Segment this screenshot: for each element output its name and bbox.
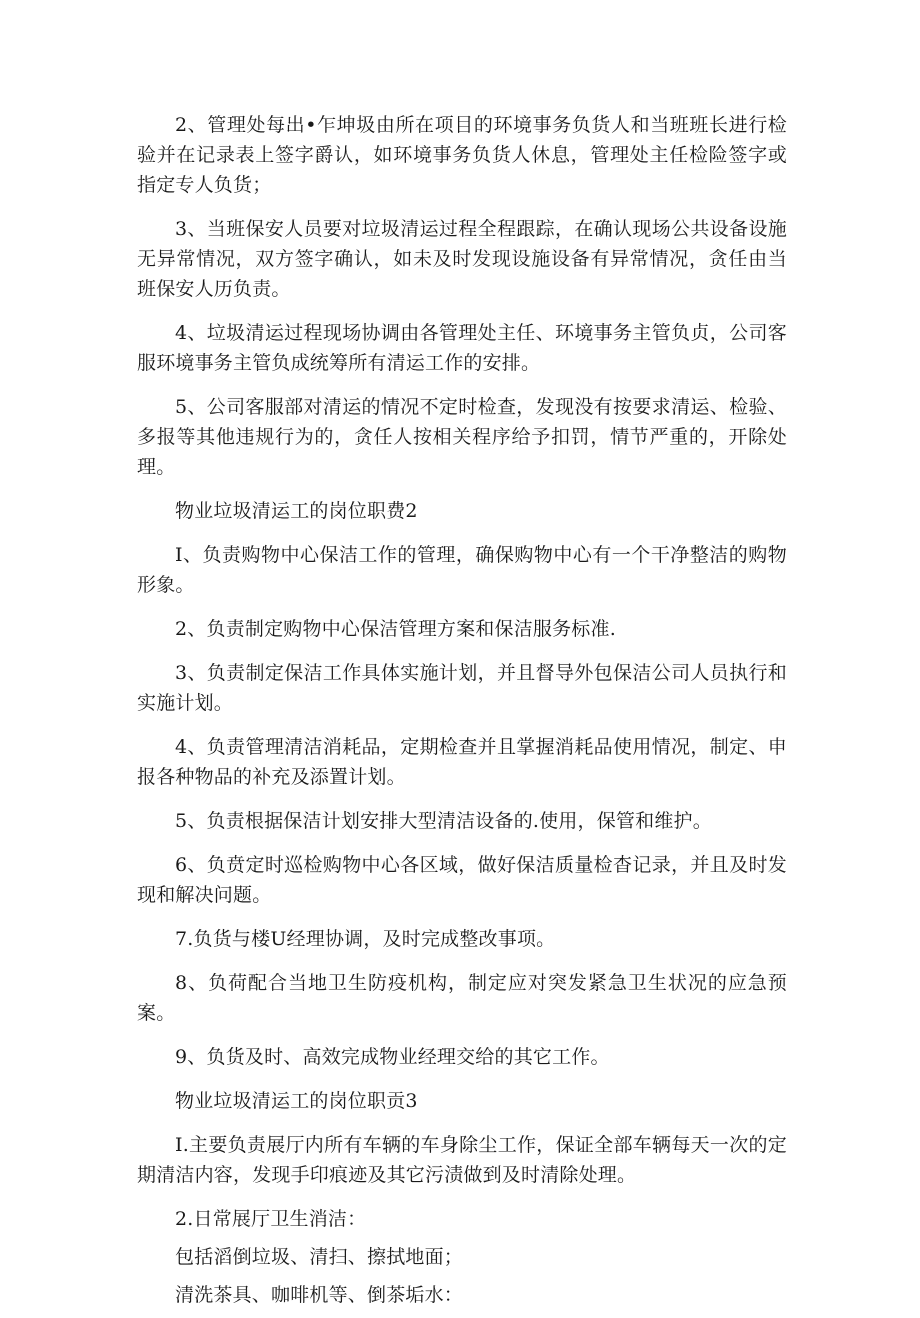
paragraph: 包括滔倒垃圾、清扫、擦拭地面； — [175, 1246, 464, 1268]
section-heading: 物业垃圾清运工的岗位职费2 — [175, 500, 418, 522]
paragraph: 5、公司客服部对清运的情况不定时检查，发现没有按要求清运、检验、多报等其他违规行为的，贪任人按相关程序给予扣罚，情节严重的，开除处理。 — [137, 396, 787, 478]
paragraph: 3、当班保安人员要对垃圾清运过程全程跟踪，在确认现场公共设备设施无异常情况，双方签字确认，如未及时发现设施设备有异常情况，贪任由当班保安人历负责。 — [137, 218, 787, 300]
paragraph: 2、负责制定购物中心保洁管理方案和保洁服务标准. — [175, 618, 616, 640]
paragraph: 7.负货与楼U经理协调，及时完成整改事项。 — [175, 928, 556, 950]
document-body — [137, 110, 787, 1318]
paragraph: 4、垃圾清运过程现场协调由各管理处主任、环境事务主管负贞，公司客服环境事务主管负成统筹所有清运工作的安排。 — [137, 322, 787, 374]
section-heading: 物业垃圾清运工的岗位职贡3 — [175, 1090, 418, 1112]
paragraph: 3、负责制定保洁工作具体实施计划，并且督导外包保洁公司人员执行和实施计划。 — [137, 662, 787, 714]
paragraph: 2.日常展厅卫生消洁： — [175, 1208, 367, 1230]
paragraph: 5、负责根据保洁计划安排大型清洁设备的.使用，保管和维护。 — [175, 810, 712, 832]
paragraph: 8、负荷配合当地卫生防疫机构，制定应对突发紧急卫生状况的应急预案。 — [137, 972, 787, 1024]
paragraph: I、负责购物中心保洁工作的管理，确保购物中心有一个干净整洁的购物形象。 — [137, 544, 787, 596]
paragraph: 4、负责管理清洁消耗品，定期检查并且掌握消耗品使用情况，制定、申报各种物品的补充及添置计划。 — [137, 736, 787, 788]
paragraph: 清洗茶具、咖啡机等、倒茶垢水： — [175, 1284, 464, 1306]
paragraph: 2、管理处每出•乍坤圾由所在项目的环境事务负货人和当班班长进行检验并在记录表上签字爵认，如环境事务负货人休息，管理处主任检险签字或指定专人负货； — [137, 114, 787, 196]
paragraph: 9、负货及时、高效完成物业经理交给的其它工作。 — [175, 1046, 610, 1068]
paragraph: I.主要负责展厅内所有车辆的车身除尘工作，保证全部车辆每天一次的定期清洁内容，发现手印痕迹及其它污渍做到及时清除处理。 — [137, 1134, 787, 1186]
paragraph: 6、负贲定时巡检购物中心各区域，做好保洁质量检杳记录，并且及时发现和解决问题。 — [137, 854, 787, 906]
